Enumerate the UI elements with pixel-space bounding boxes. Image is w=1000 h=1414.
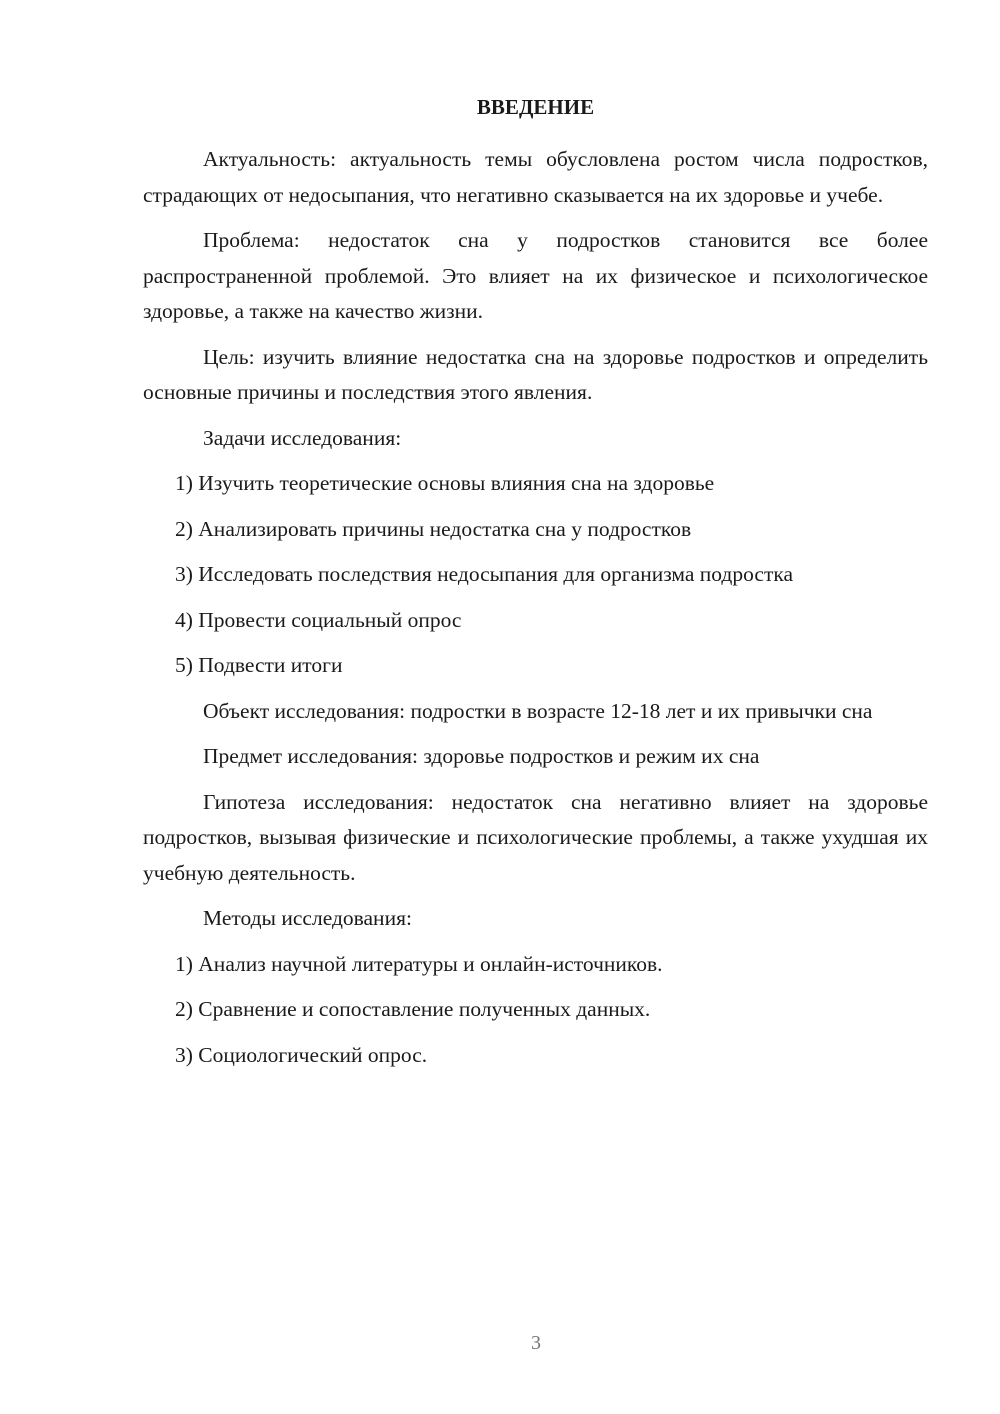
methods-heading: Методы исследования:: [203, 906, 412, 930]
list-item: 1) Анализ научной литературы и онлайн-источников.: [175, 951, 663, 976]
tasks-heading: Задачи исследования:: [203, 425, 402, 450]
hypothesis-paragraph: Гипотеза исследования: недостаток сна негативно влияет на здоровье подростков, вызывая физические и психологические проблемы, а также ухудшая их учебную деятельность.: [143, 789, 928, 885]
list-item: 3) Исследовать последствия недосыпания для организма подростка: [175, 562, 794, 586]
subject-paragraph: Предмет исследования: здоровье подростков и режим их сна: [203, 744, 760, 768]
relevance-paragraph: Актуальность: актуальность темы обусловлена ростом числа подростков, страдающих от недосыпания, что негативно сказывается на их здоровье и учебе.: [143, 147, 928, 207]
list-item: 3) Социологический опрос.: [175, 1042, 428, 1067]
list-item: 2) Сравнение и сопоставление полученных данных.: [175, 997, 651, 1021]
object-paragraph: Объект исследования: подростки в возрасте 12-18 лет и их привычки сна: [203, 698, 873, 723]
list-item: 1) Изучить теоретические основы влияния сна на здоровье: [175, 471, 715, 495]
page-number: 3: [531, 1332, 541, 1354]
list-item: 4) Провести социальный опрос: [175, 607, 462, 632]
methods-list: [143, 947, 928, 1074]
list-item: 5) Подвести итоги: [175, 653, 343, 677]
list-item: 2) Анализировать причины недостатка сна у подростков: [175, 516, 692, 541]
tasks-list: [143, 466, 928, 684]
goal-paragraph: Цель: изучить влияние недостатка сна на здоровье подростков и определить основные причины и последствия этого явления.: [143, 344, 928, 404]
document-body: [143, 142, 928, 1083]
problem-paragraph: Проблема: недостаток сна у подростков становится все более распространенной проблемой. Это влияет на их физическое и психологическое здоровье, а также на качество жизни.: [143, 228, 928, 323]
page-title: ВВЕДЕНИЕ: [476, 95, 595, 119]
